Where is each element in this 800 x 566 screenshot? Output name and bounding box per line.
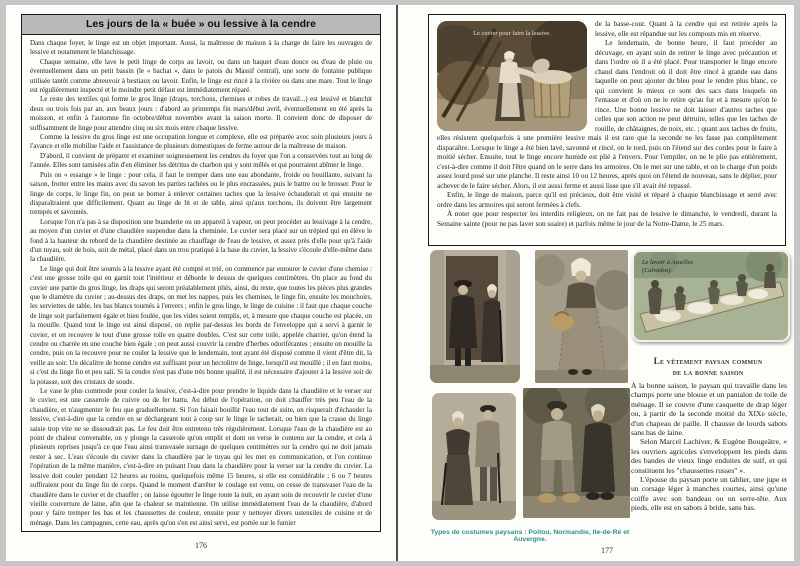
paragraph: Lorsque l'on n'a pas à sa disposition une buanderie ou un appareil à vapeur, on peut procéder au lessivage à la cendre, au moyen d'un cuvier et d'une chaudière suspendue dans la cheminée. Le cuvier sera placé sur un trépied qui en élève le fond à la hauteur du rebord de la chaudière destinée au chauffage de l'eau de lessive, et assez près d'elle pour qu'à l'aide d'un tuyau, soit de bois, soit de métal, placé dans un trou pratiqué à la base du cuvier, la lessive s'écoule d'elle-même dans la chaudière. [30, 217, 372, 264]
costume-photo-ile-de-re [432, 393, 516, 520]
left-page-body [22, 35, 380, 527]
lavoir-caption-line1: Le lavoir à Asnelles [642, 259, 693, 266]
paragraph: de la basse-cour. Quant à la cendre qui est retirée après la lessive, elle est répandue sur les composts mis en réserve. [595, 20, 777, 38]
vetement-section-body [631, 381, 787, 547]
right-page-top-box [428, 14, 786, 246]
paragraph: L'épouse du paysan porte un tablier, une jupe et un corsage léger à manches courtes, ainsi qu'une coiffe avec son bandeau ou un serre-tête. Aux pieds, elle est en sabots à bride, sans bas. [631, 475, 787, 513]
paragraph: Comme la lessive du gros linge est une occupation longue et complexe, elle est préparée avec soin plusieurs jours à l'avance et elle mobilise l'aide et l'assistance de plusieurs domestiques de ferme autour de la maîtresse de maison. [30, 133, 372, 151]
page-number-right: 177 [601, 546, 613, 555]
paragraph: Le linge qui doit être soumis à la lessive ayant été compté et trié, on commence par entourer le cuvier d'une chemise : c'est une grosse toile qui en garnit tout l'intérieur et déborde le dessus de quelques centimètres. On place au fond du cuvier une partie du gros linge, les draps qui seront préalablement pliés, ainsi, du reste, que toutes les pièces plus grandes que le diamètre du cuvier ; au-dessus des draps, on met les nappes, puis les chemises, le linge fin, ensuite les mouchoirs, les serviettes de table, les bas blancs tournés à l'envers ; enfin le gros linge, le linge de cuisine : il faut que chaque couche de linge soit parfaitement égale et bien foulée, que les vides soient remplis, et, à mesure que chaque couche est placée, on la mouille. Quand tout le linge est ainsi disposé, on replie par-dessus les bords de l'enveloppe qui a servi à garnir le cuvier, et on recouvre le tout d'une grosse toile en quatre doubles. C'est sur cette toile, appelée charrier, qu'on étend la cendre ou charrée en une couche bien égale ; on peut aussi couvrir la cendre d'herbes odoriférantes ; ensuite on mouille la cendre, puis on la recouvre pour ne couler la lessive que le lendemain, tout ayant été disposé comme il vient d'être dit, la veille au soir. Un décalitre de bonne cendre est suffisant pour un hectolitre de linge, lorsqu'il est mouillé ; il en faut moins, si c'est du linge fin et peu sali. Si la cendre n'est pas d'une très bonne qualité, il est nécessaire d'ajouter à la lessive soit de la potasse, soit des cristaux de soude. [30, 264, 372, 386]
costume-photo-poitou [430, 250, 520, 383]
cuvier-photo-caption: Le cuvier pour faire la lessive. [473, 30, 551, 37]
paragraph: Selon Marcel Lachiver, & Eugène Bougeâtre, « les ouvriers agricoles s'enveloppent les pieds dans des bandes de vieux linge enduites de suif, et qui constituent les "chaussettes russes" ». [631, 437, 787, 475]
lavoir-photo [632, 250, 790, 342]
paragraph: Le vase le plus commode pour couler la lessive, c'est-à-dire pour prendre le liquide dans la chaudière et le verser sur le cuvier, est une casserole de cuivre ou de fer battu. Au début de l'opération, on doit chauffer très peu l'eau de la chaudière, et n'augmenter le feu que graduellement. Si l'on faisait bouillir l'eau tout de suite, on risquerait d'échauder la lessive, c'est-à-dire que la cendre en se déchargeant tout à coup sur le linge le tacherait, ou bien que la crasse du linge saisie trop vite ne se dissoudrait pas. Le feu doit être entretenu très régulièrement. Lorsque l'eau de la chaudière est au point de chaleur convenable, on y plonge la casserole qu'on emplit et dont on verse le contenu sur la cendre, et cela à plusieurs reprises jusqu'à ce que l'eau ainsi transvasée surnage de quelques centimètres sur la cendre qui ne doit jamais rester à sec. L'eau s'écoule du cuvier dans la chaudière par le tuyau qui les met en communication, et l'on continue l'opération de la même manière, c'est-à-dire en puisant l'eau dans la chaudière pour la verser sur la cendre du cuvier. La lessive doit couler pendant 12 heures au moins, quelquefois même 15 heures, si elle est considérable ; 6 ou 7 heures suffiraient pour du linge fin de corps. Quand le moment d'arrêter le coulage est venu, on cesse de transvaser l'eau de la chaudière dans le cuvier et de chauffer ; on laisse égoutter le linge toute la nuit, en ayant soin de recouvrir le cuvier d'une vieille couverture de laine, afin que la chaleur se maintienne. On utilise immédiatement l'eau de la chaudière, d'abord pour y faire tremper les bas et les chaussettes de couleur, ensuite pour y nettoyer divers ustensiles de cuisine et de ménage. Dans les campagnes, cette eau, après qu'on s'en est ainsi servi, est portée sur le fumier [30, 387, 372, 527]
costume-photo-auvergne [523, 388, 630, 518]
lavoir-caption-line2: (Calvados). [642, 267, 672, 274]
page-title: Les jours de la « buée » ou lessive à la cendre [22, 15, 380, 35]
paragraph: À la bonne saison, le paysan qui travaille dans les champs porte une blouse et un pantalon de toile de ménage. Il se couvre d'une casquette de drap léger ou, à partir de la seconde moitié du XIXe siècle, d'un chapeau de paille. Il chausse de lourds sabots sans bas de laine. [631, 381, 787, 438]
heading-line-2: de la bonne saison [672, 366, 744, 377]
costume-photos-caption: Types de costumes paysans : Poitou, Normandie, Ile-de-Ré et Auvergne. [430, 529, 630, 543]
paragraph: Puis on « essange » le linge : pour cela, il faut le tremper dans une eau abondante, froide ou bouillante, suivant la saison, frotter entre les mains avec du savon les parties tachées ou le plus encrassées, puis le battre ou le brosser. Pour le linge de corps, le linge fin, on peut se borner à enlever certaines taches que la lessive échauderait et qui ensuite ne disparaîtraient que difficilement. Quant au linge de lit et de table, ainsi qu'aux torchons, ils doivent être largement trempés et savonnés. [30, 170, 372, 217]
right-page-body [429, 15, 785, 240]
left-page [21, 14, 381, 532]
paragraph: Dans chaque foyer, le linge est un objet important. Aussi, la maîtresse de maison à la charge de faire les ouvrages de lessive et notamment le blanchissage. [30, 39, 372, 57]
cuvier-photo [437, 21, 587, 131]
paragraph: Chaque semaine, elle lave le petit linge de corps au lavoir, ou dans un baquet d'eau douce ou d'eau de pluie ou éventuellement dans un petit bassin (le « bachat », dans le patois du Massif central), une sorte de fontaine publique utilisée tantôt comme abreuvoir à bestiaux ou lavoir. Enfin, le linge est rincé à la rivière ou dans une mare. Tout le linge est régulièrement inspecté et le moindre petit défaut est immédiatement réparé. [30, 57, 372, 95]
paragraph: Le lendemain, de bonne heure, il faut procéder au décuvage, en ayant soin de retirer le linge avec précaution et dans l'ordre où il a été placé. Pour transporter le linge encore chaud dans l'endroit où il doit être rincé à grande eau dans laquelle on peut ajouter du bleu pour le rendre plus blanc, ce qui convient le mieux ce sont des sacs dans lesquels on l'entasse et d'où on ne le retire qu'au fur et à mesure qu'on le rince. Une bonne lessive ne doit laisser d'autres taches que celles que son action ne peut détruire, telles que les taches de rouille, de châtaignes, de noix, etc. ; quant aux taches de fruits, elles résistent quelquefois à une première lessive mais il est rare que la seconde ne les fasse pas complètement disparaître. Lorsque le linge a été bien lavé, savonné et rincé, on le tord, puis on l'étend sur des cordes pour le faire à moitié sécher. Ensuite, tout le linge encore humide est plié à l'envers. Pour l'empiler, on ne le plie pas entièrement, c'est-à-dire comme il doit l'être quand on le serre dans les armoires. On le met sur une table, et on le charge d'un poids assez lourd posé sur une planche. Il reste ainsi 10 ou 12 heures, après quoi on l'étend de nouveau, sans le déplier, pour achever de le faire sécher. Alors, il est aussi ferme et aussi lisse que s'il avait été repassé. [437, 39, 777, 190]
costume-photo-normandie [535, 250, 628, 383]
heading-line-1: Le vêtement paysan commun [653, 356, 763, 366]
vetement-section-heading [628, 356, 788, 377]
page-spine-divider [396, 5, 398, 561]
page-number-left: 176 [195, 541, 207, 550]
cuvier-photo-art [437, 21, 587, 131]
paragraph: D'abord, il convient de préparer et examiner soigneusement les cendres du foyer que l'on a conservées tout au long de l'année. Elles sont tamisées afin d'en éliminer les détritus de charbon qui y sont mêlés et qui pourraient abîmer le linge. [30, 151, 372, 170]
paragraph: Le reste des textiles qui forme le gros linge (draps, torchons, chemises et robes de travail...) est lessivé et blanchit deux ou trois fois par an, aux beaux jours : d'abord au printemps fin mars/début avril, éventuellement en été après la moisson, et enfin à l'automne fin octobre/début novembre avant la saison morte. Il convient donc de disposer de suffisamment de linge pour attendre cinq ou six mois entre chaque lessive. [30, 95, 372, 132]
paragraph: Enfin, le linge de maison, parce qu'il est précieux, doit être visité et réparé à chaque blanchissage et serré avec ordre dans les armoires qui seront fermées à clefs. [437, 191, 777, 209]
paragraph: À noter que pour respecter les interdits religieux, on ne fait pas de lessive le dimanche, le vendredi, durant la Semaine sainte (pour ne pas laver son suaire) et parfois même le jour de la Notre-Dame, le 25 mars. [437, 210, 777, 228]
